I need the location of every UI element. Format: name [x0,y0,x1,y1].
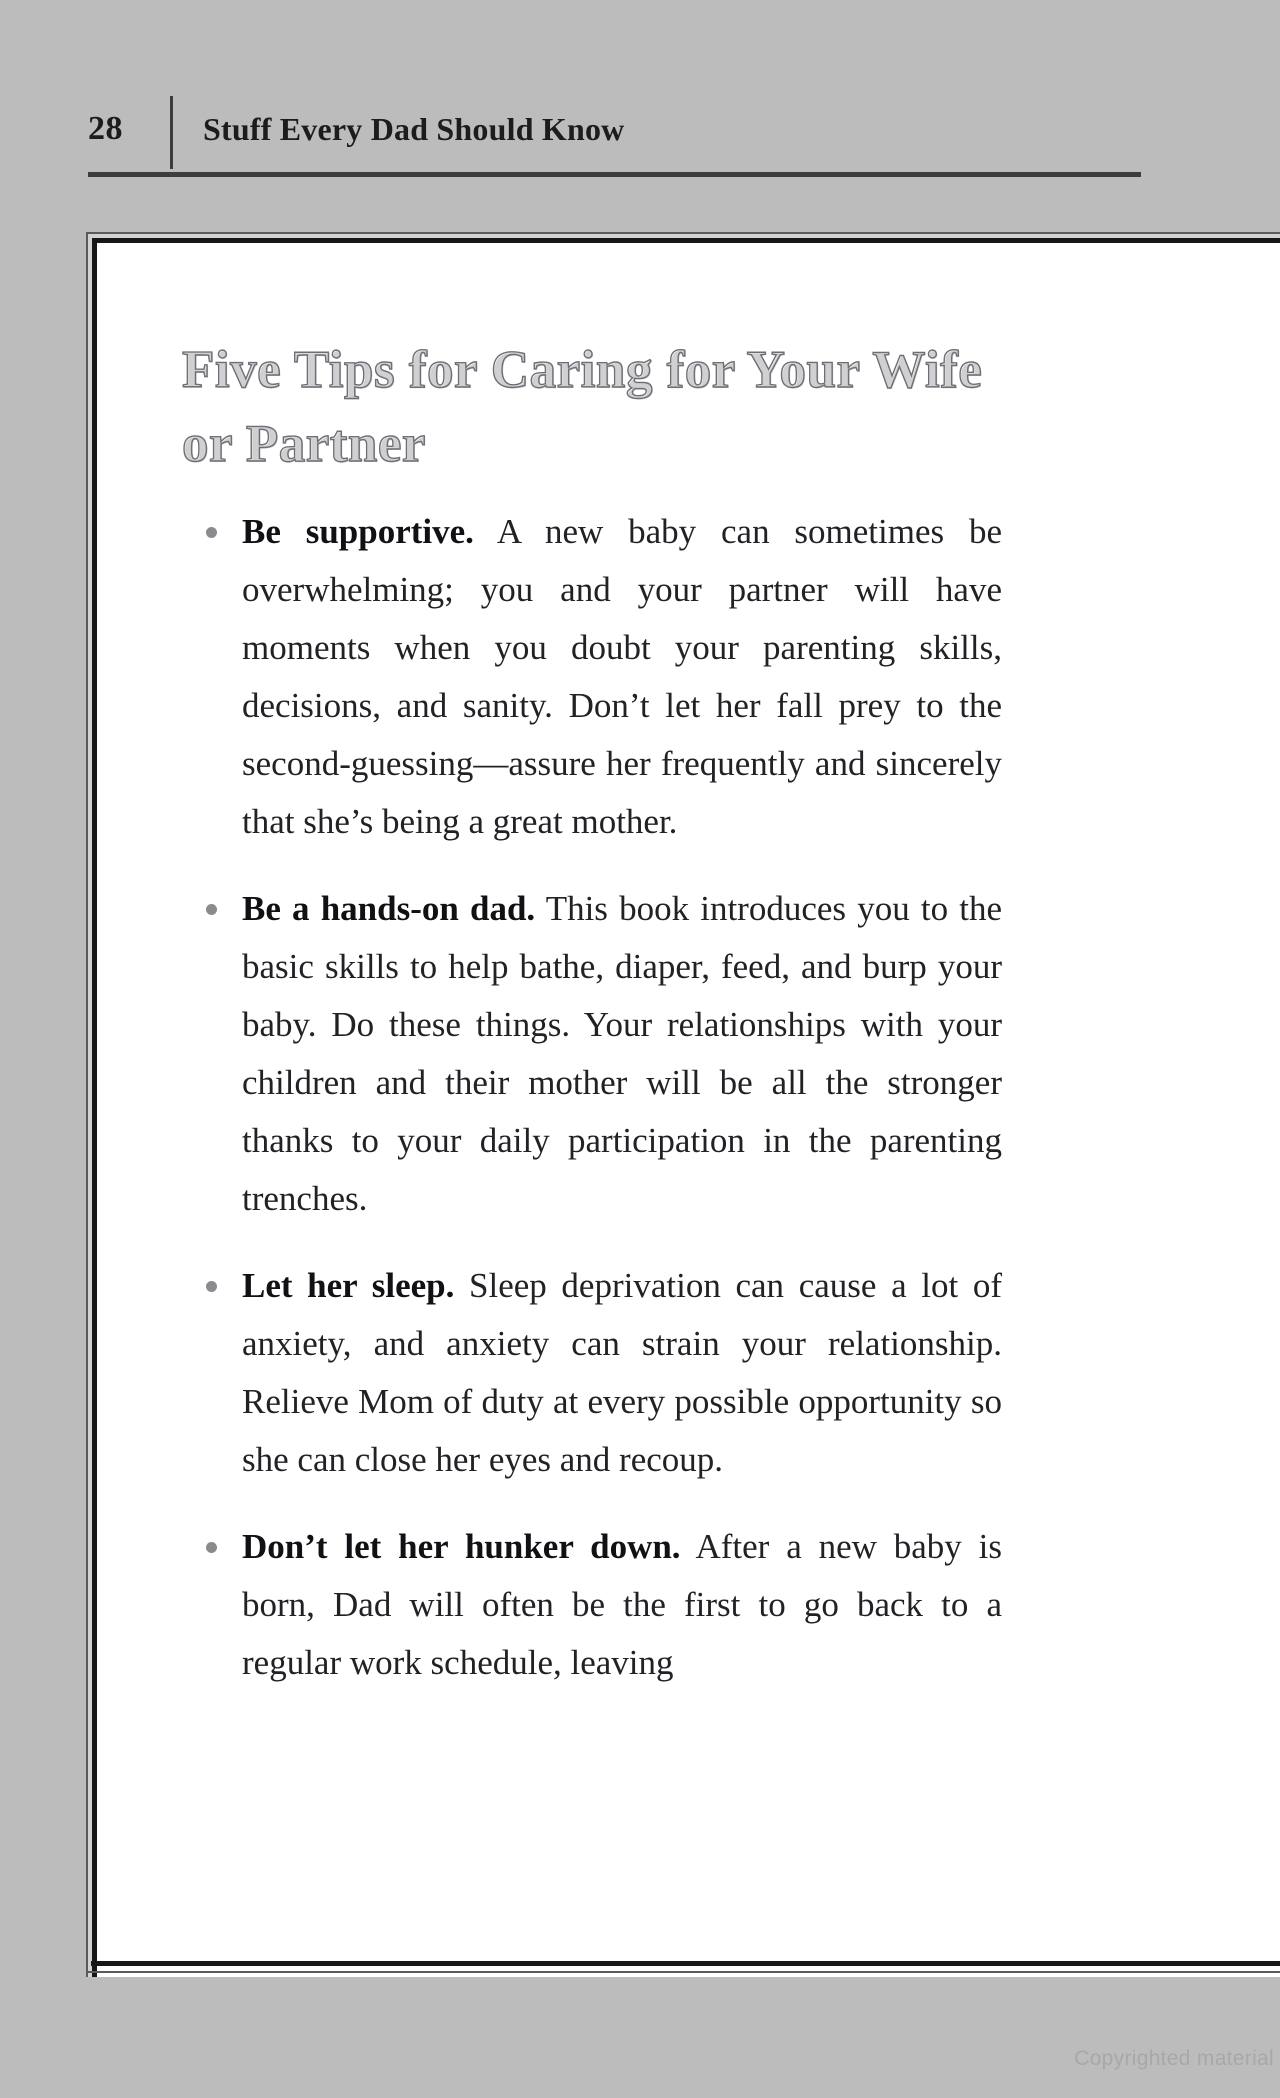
bullet-dot-icon [206,527,217,538]
page-number: 28 [88,110,123,147]
list-item [182,880,1002,1228]
tips-list [182,503,1002,1692]
bullet-dot-icon [206,1542,217,1553]
section-title: Five Tips for Caring for Your Wife or Partner [182,341,983,473]
page-frame-bottom-outer-rule [86,1971,1280,1973]
bullet-dot-icon [206,1281,217,1292]
book-title: Stuff Every Dad Should Know [203,110,625,147]
running-head-divider [170,96,173,169]
running-head [88,96,1143,174]
tip-lead: Be a hands-on dad. [242,889,536,928]
list-item [182,1257,1002,1489]
tip-lead: Let her sleep. [242,1266,455,1305]
page-content [182,243,1042,1966]
tip-lead: Don’t let her hunker down. [242,1527,681,1566]
copyright-watermark: Copyrighted material [1074,2047,1274,2070]
list-item [182,1518,1002,1692]
tip-body: Sleep deprivation can cause a lot of anxiety, and anxiety can strain your relationship. Relieve Mom of duty at every possible opportunity so she can close her eyes and recoup. [242,1266,1002,1479]
tip-body: After a new baby is born, Dad will often be the first to go back to a regular work schedule, leaving [242,1527,1002,1682]
tip-lead: Be supportive. [242,512,474,551]
bullet-dot-icon [206,904,217,915]
running-head-inner [88,96,1143,174]
running-head-rule [88,172,1141,177]
list-item [182,503,1002,851]
tip-body: A new baby can sometimes be overwhelming; you and your partner will have moments when you doubt your parenting skills, decisions, and sanity. Don’t let her fall prey to the second-guessing—assure her frequently and sincerely that she’s being a great mother. [242,512,1002,841]
tip-body: This book introduces you to the basic skills to help bathe, diaper, feed, and burp your baby. Do these things. Your relationships with your children and their mother will be all the stronger thanks to your daily participation in the parenting trenches. [242,889,1002,1218]
